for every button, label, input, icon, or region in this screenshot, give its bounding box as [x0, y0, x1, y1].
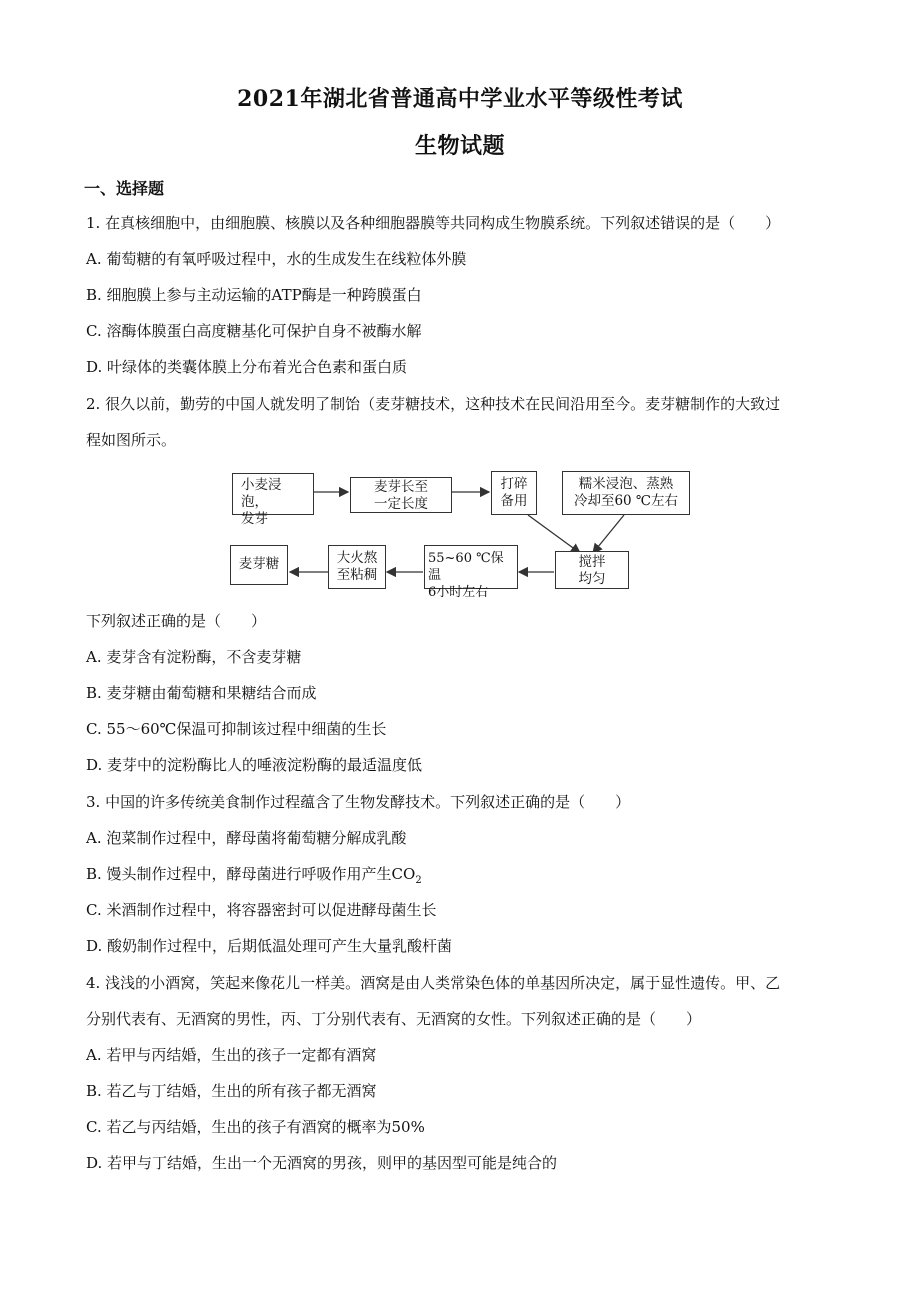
- flow-step-grow-sprouts: 麦芽长至 一定长度: [350, 477, 452, 513]
- flow-step-soak-wheat: 小麦浸泡， 发芽: [232, 473, 314, 515]
- question-4-option-c: C. 若乙与丙结婚，生出的孩子有酒窝的概率为50%: [86, 1118, 425, 1136]
- flow-step-keep-warm: 55~60 ℃保温 6小时左右: [424, 545, 518, 589]
- question-2-stem-line1: 2. 很久以前，勤劳的中国人就发明了制饴（麦芽糖技术，这种技术在民间沿用至今。麦芽糖制作的大致过: [86, 395, 781, 413]
- arrow-box4-to-box5: [593, 515, 624, 553]
- question-3-stem: 3. 中国的许多传统美食制作过程蕴含了生物发酵技术。下列叙述正确的是（ ）: [86, 793, 631, 811]
- question-3-option-b: B. 馒头制作过程中，酵母菌进行呼吸作用产生$CO_2$: [86, 865, 422, 886]
- question-2-stem-line2: 程如图所示。: [86, 431, 177, 449]
- question-1-option-c: C. 溶酶体膜蛋白高度糖基化可保护自身不被酶水解: [86, 322, 422, 340]
- arrow-box3-to-box5: [528, 515, 580, 553]
- question-1-option-b: B. 细胞膜上参与主动运输的ATP酶是一种跨膜蛋白: [86, 286, 422, 304]
- question-4-option-d: D. 若甲与丁结婚，生出一个无酒窝的男孩，则甲的基因型可能是纯合的: [86, 1154, 558, 1172]
- flow-step-steam-rice: 糯米浸泡、蒸熟 冷却至60 ℃左右: [562, 471, 690, 515]
- exam-title: 2021年湖北省普通高中学业水平等级性考试: [237, 86, 683, 112]
- question-1-option-a: A. 葡萄糖的有氧呼吸过程中，水的生成发生在线粒体外膜: [86, 250, 467, 268]
- flow-step-boil: 大火熬 至粘稠: [328, 545, 386, 589]
- flow-step-crush: 打碎 备用: [491, 471, 537, 515]
- question-2-option-d: D. 麦芽中的淀粉酶比人的唾液淀粉酶的最适温度低: [86, 756, 423, 774]
- question-4-option-a: A. 若甲与丙结婚，生出的孩子一定都有酒窝: [86, 1046, 377, 1064]
- question-2-option-a: A. 麦芽含有淀粉酶，不含麦芽糖: [86, 648, 302, 666]
- question-3-option-c: C. 米酒制作过程中，将容器密封可以促进酵母菌生长: [86, 901, 437, 919]
- section-heading: 一、选择题: [84, 179, 165, 198]
- question-4-stem-line2: 分别代表有、无酒窝的男性，丙、丁分别代表有、无酒窝的女性。下列叙述正确的是（ ）: [86, 1010, 702, 1028]
- question-2-option-b: B. 麦芽糖由葡萄糖和果糖结合而成: [86, 684, 317, 702]
- question-1-option-d: D. 叶绿体的类囊体膜上分布着光合色素和蛋白质: [86, 358, 408, 376]
- question-2-prompt: 下列叙述正确的是（ ）: [86, 612, 267, 630]
- question-4-option-b: B. 若乙与丁结婚，生出的所有孩子都无酒窝: [86, 1082, 377, 1100]
- question-2-option-c: C. 55～60℃保温可抑制该过程中细菌的生长: [86, 720, 387, 738]
- question-3-option-a: A. 泡菜制作过程中，酵母菌将葡萄糖分解成乳酸: [86, 829, 407, 847]
- flow-step-stir: 搅拌 均匀: [555, 551, 629, 589]
- exam-subtitle: 生物试题: [414, 133, 505, 159]
- question-3-option-d: D. 酸奶制作过程中，后期低温处理可产生大量乳酸杆菌: [86, 937, 453, 955]
- maltose-process-flowchart: [228, 467, 700, 600]
- question-1-stem: 1. 在真核细胞中，由细胞膜、核膜以及各种细胞器膜等共同构成生物膜系统。下列叙述错误的是（ ）: [86, 214, 781, 232]
- question-4-stem-line1: 4. 浅浅的小酒窝，笑起来像花儿一样美。酒窝是由人类常染色体的单基因所决定，属于显性遗传。甲、乙: [86, 974, 781, 992]
- flow-step-maltose: 麦芽糖: [230, 545, 288, 585]
